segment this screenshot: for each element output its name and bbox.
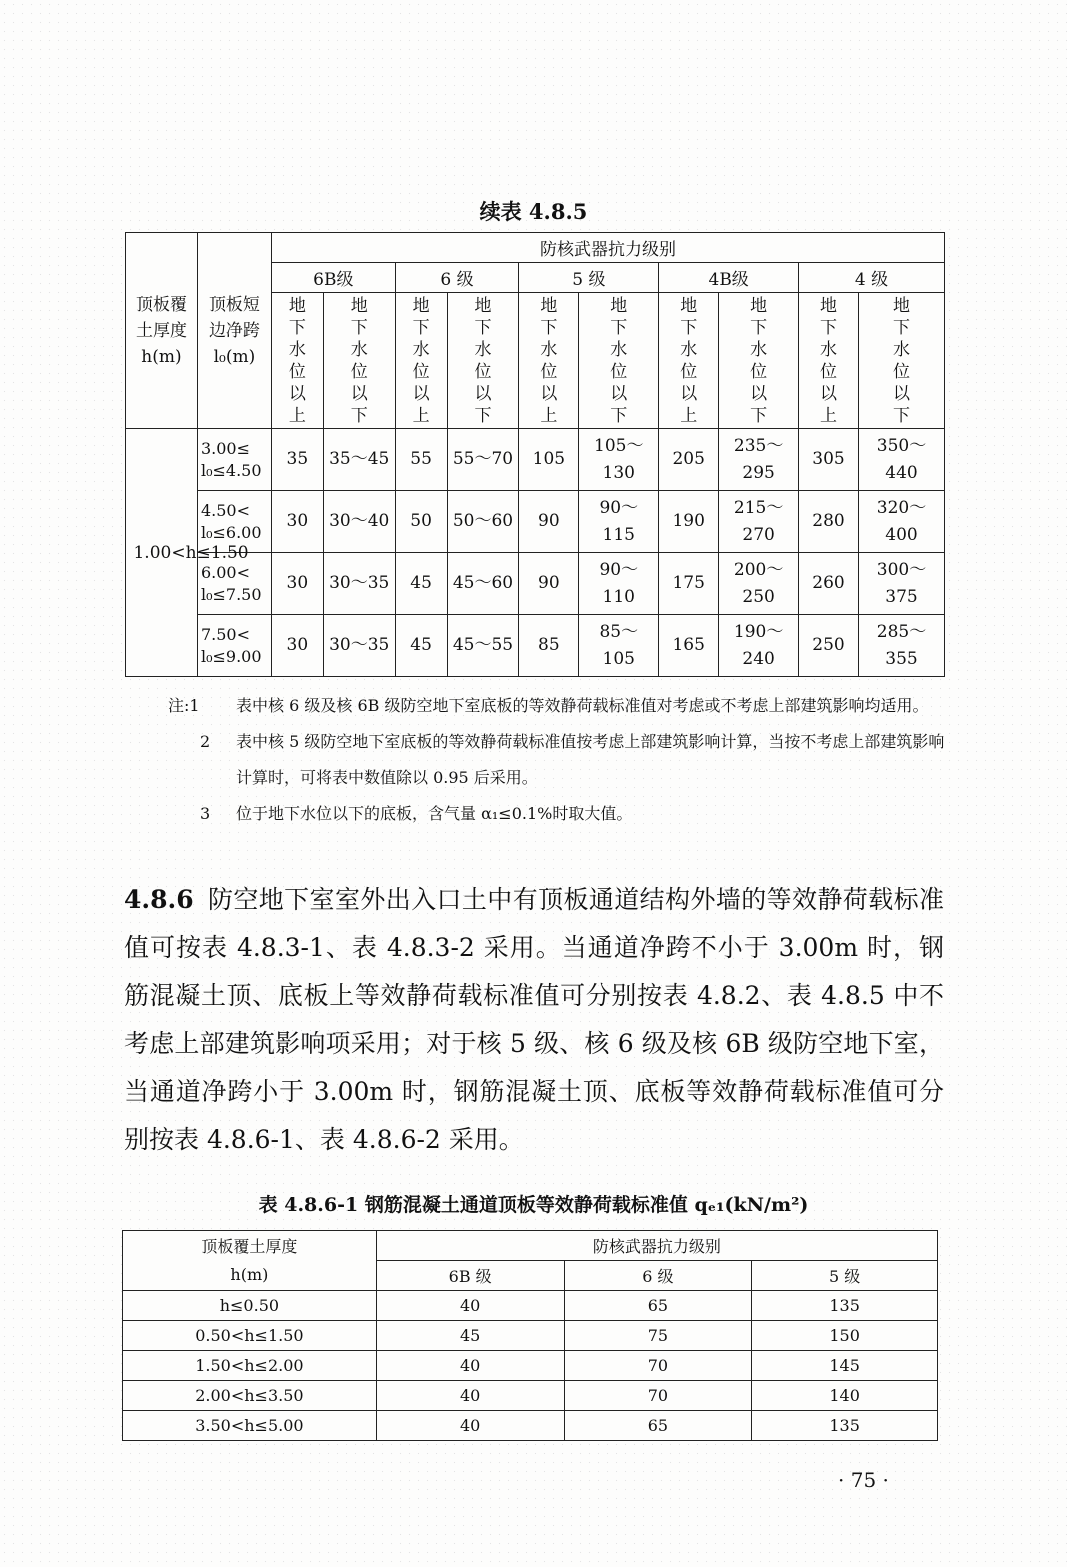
table1-caption: 续表 4.8.5 [479,199,588,224]
note-item [168,688,948,724]
value-cell: 90 [519,553,579,615]
h-range-cell: 1.00<h≤1.50 [126,429,198,677]
header-level-6: 6 级 [395,263,519,293]
page-number: · 75 · [838,1468,889,1492]
value-cell: 105 [519,429,579,491]
value-cell: 75 [564,1321,752,1351]
note-label: 注:1 [168,696,200,715]
value-cell: 40 [376,1381,564,1411]
header-cover-thickness: 顶板覆土厚度h(m) [126,233,198,429]
header-level-6b: 6B 级 [376,1261,564,1291]
span-range-cell: 7.50< l₀≤9.00 [197,615,271,677]
h-range-cell: 1.50<h≤2.00 [123,1351,377,1381]
header-level-4b: 4B级 [659,263,799,293]
header-level-5: 5 级 [752,1261,938,1291]
table-4-8-5-continued [125,232,945,677]
value-cell: 165 [659,615,719,677]
table-notes [168,688,948,832]
value-cell: 30～40 [323,491,395,553]
value-cell: 85 [519,615,579,677]
value-cell: 30～35 [323,615,395,677]
value-cell: 35 [271,429,323,491]
header-above-water: 地下水位以上 [659,293,719,429]
note-label: 3 [200,804,211,823]
value-cell: 50 [395,491,447,553]
value-cell: 45 [395,615,447,677]
note-label: 2 [200,732,211,751]
value-cell: 45～55 [447,615,519,677]
value-cell: 250 [799,615,859,677]
value-cell: 260 [799,553,859,615]
h-range-cell: 2.00<h≤3.50 [123,1381,377,1411]
value-cell: 135 [752,1411,938,1441]
note-item [168,724,948,796]
value-cell: 45 [376,1321,564,1351]
value-cell: 200～250 [719,553,799,615]
h-range-cell: 0.50<h≤1.50 [123,1321,377,1351]
header-below-water: 地下水位以下 [719,293,799,429]
value-cell: 40 [376,1411,564,1441]
value-cell: 90～115 [579,491,659,553]
value-cell: 50～60 [447,491,519,553]
header-below-water: 地下水位以下 [858,293,944,429]
header-level-6b: 6B级 [271,263,395,293]
value-cell: 150 [752,1321,938,1351]
value-cell: 55～70 [447,429,519,491]
value-cell: 320～400 [858,491,944,553]
value-cell: 285～355 [858,615,944,677]
value-cell: 40 [376,1351,564,1381]
note-item [168,796,948,832]
value-cell: 90～110 [579,553,659,615]
value-cell: 205 [659,429,719,491]
header-above-water: 地下水位以上 [519,293,579,429]
value-cell: 65 [564,1291,752,1321]
span-range-cell: 3.00≤ l₀≤4.50 [197,429,271,491]
section-number: 4.8.6 [124,885,194,914]
header-below-water: 地下水位以下 [323,293,395,429]
value-cell: 280 [799,491,859,553]
table2-caption: 表 4.8.6-1 钢筋混凝土通道顶板等效静荷载标准值 qₑ₁(kN/m²) [258,1194,809,1216]
value-cell: 190 [659,491,719,553]
value-cell: 300～375 [858,553,944,615]
value-cell: 350～440 [858,429,944,491]
note-text: 位于地下水位以下的底板，含气量 α₁≤0.1%时取大值。 [236,804,633,823]
header-level-6: 6 级 [564,1261,752,1291]
header-level-4: 4 级 [799,263,945,293]
value-cell: 40 [376,1291,564,1321]
value-cell: 30 [271,553,323,615]
span-range-cell: 6.00< l₀≤7.50 [197,553,271,615]
value-cell: 175 [659,553,719,615]
value-cell: 190～240 [719,615,799,677]
table-4-8-6-1 [122,1230,938,1441]
h-range-cell: 3.50<h≤5.00 [123,1411,377,1441]
header-above-water: 地下水位以上 [271,293,323,429]
value-cell: 305 [799,429,859,491]
value-cell: 45 [395,553,447,615]
value-cell: 55 [395,429,447,491]
value-cell: 35～45 [323,429,395,491]
value-cell: 215～270 [719,491,799,553]
value-cell: 90 [519,491,579,553]
header-above-water: 地下水位以上 [395,293,447,429]
section-text: 防空地下室室外出入口土中有顶板通道结构外墙的等效静荷载标准值可按表 4.8.3-1、表 4.8.3-2 采用。当通道净跨不小于 3.00m 时，钢筋混凝土顶、底板上等效静荷载标准值可分别按表 4.8.2、表 4.8.5 中不考虑上部建筑影响项采用；对于核 5 级、核 6 级及核 6B 级防空地下室，当通道净跨小于 3.00m 时，钢筋混凝土顶、底板等效静荷载标准值可分别按表 4.8.6-1、表 4.8.6-2 采用。 [124,885,944,1154]
span-range-cell: 4.50< l₀≤6.00 [197,491,271,553]
value-cell: 145 [752,1351,938,1381]
note-text: 表中核 6 级及核 6B 级防空地下室底板的等效静荷载标准值对考虑或不考虑上部建筑影响均适用。 [236,696,929,715]
value-cell: 65 [564,1411,752,1441]
value-cell: 135 [752,1291,938,1321]
header-short-span: 顶板短边净跨l₀(m) [197,233,271,429]
value-cell: 30 [271,615,323,677]
header-cover-thickness: 顶板覆土厚度 h(m) [123,1231,377,1291]
note-text: 表中核 5 级防空地下室底板的等效静荷载标准值按考虑上部建筑影响计算，当按不考虑上部建筑影响计算时，可将表中数值除以 0.95 后采用。 [236,732,945,787]
value-cell: 105～130 [579,429,659,491]
header-level-5: 5 级 [519,263,659,293]
value-cell: 70 [564,1351,752,1381]
header-below-water: 地下水位以下 [447,293,519,429]
value-cell: 30～35 [323,553,395,615]
value-cell: 45～60 [447,553,519,615]
h-range-cell: h≤0.50 [123,1291,377,1321]
section-4-8-6 [124,876,944,1164]
value-cell: 85～105 [579,615,659,677]
header-below-water: 地下水位以下 [579,293,659,429]
header-resistance-group: 防核武器抗力级别 [376,1231,937,1261]
header-above-water: 地下水位以上 [799,293,859,429]
value-cell: 140 [752,1381,938,1411]
header-resistance-group: 防核武器抗力级别 [271,233,944,263]
value-cell: 70 [564,1381,752,1411]
value-cell: 235～295 [719,429,799,491]
value-cell: 30 [271,491,323,553]
